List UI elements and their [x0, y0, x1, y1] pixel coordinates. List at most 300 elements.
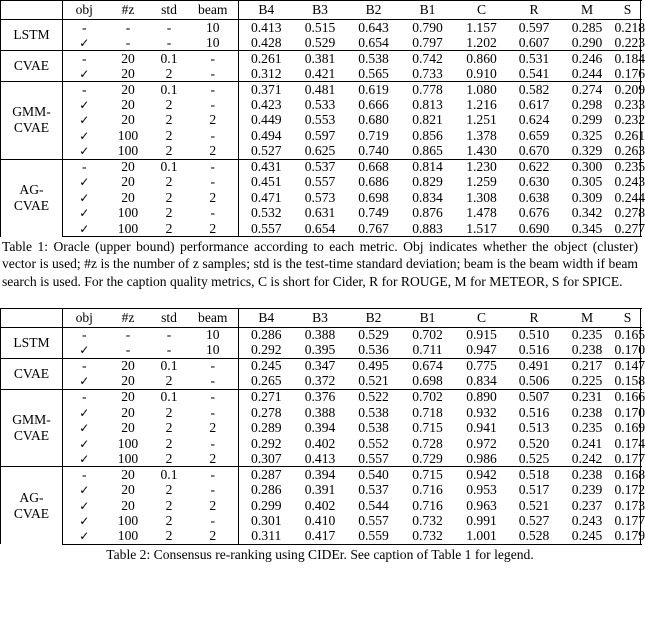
cell-m: 0.245	[560, 529, 615, 545]
cell-r: 0.597	[509, 20, 560, 36]
cell-b4: 0.311	[239, 529, 294, 545]
cell-r: 0.676	[518, 205, 550, 221]
cell-num-z: -	[106, 20, 151, 36]
cell-b4: 0.527	[239, 144, 294, 160]
cell-c: 0.941	[466, 420, 497, 436]
cell-r: 0.518	[509, 467, 560, 483]
table1-caption: Table 1: Oracle (upper bound) performance according to each metric. Obj indicates whether the object (cluster) vector is used; #z is the number of z samples; std is the test-time standard deviation; beam is the beam width if beam search is used. For the caption quality metrics, C is short for Cider, R for ROUGE, M for METEOR, S for SPICE.	[2, 239, 638, 289]
cell-b1: 0.797	[401, 35, 455, 51]
cell-c: 1.216	[466, 96, 497, 112]
cell-s: 0.244	[614, 189, 645, 205]
cell-obj: ✓	[79, 113, 90, 128]
table-row	[1, 20, 641, 36]
cell-std: 0.1	[151, 358, 188, 374]
cell-c: 0.972	[466, 435, 497, 451]
cell-std: 2	[165, 482, 173, 498]
cell-b1: 0.856	[412, 127, 443, 143]
table1-container	[0, 0, 645, 290]
cell-s: 0.166	[614, 389, 645, 405]
cell-b3: 0.381	[294, 51, 347, 67]
cell-beam: 2	[188, 529, 239, 545]
model-name-cell: LSTM	[1, 327, 63, 358]
cell-obj: ✓	[79, 514, 90, 529]
cell-b2: 0.557	[358, 513, 389, 529]
cell-beam: 2	[188, 113, 239, 129]
column-header-M: M	[560, 1, 615, 20]
cell-b2: 0.540	[347, 467, 401, 483]
cell-b3: 0.573	[304, 189, 336, 205]
cell-num-z: 20	[106, 358, 151, 374]
cell-std: 2	[165, 420, 173, 436]
cell-m: 0.298	[571, 96, 603, 112]
cell-b3: 0.391	[304, 482, 336, 498]
cell-beam: -	[188, 405, 239, 421]
cell-c: 1.230	[455, 159, 509, 175]
model-name-cell: CVAE	[1, 51, 63, 82]
cell-obj: ✓	[63, 374, 106, 390]
cell-num-z: 100	[117, 205, 139, 221]
cell-num-z: 20	[121, 174, 135, 190]
cell-b2: 0.536	[347, 343, 401, 359]
cell-s: 0.177	[614, 450, 645, 466]
cell-beam: 2	[188, 190, 239, 206]
column-header-B2: B2	[347, 308, 401, 327]
column-header-R: R	[509, 1, 560, 20]
cell-b2: 0.686	[358, 174, 389, 190]
cell-b3: 0.402	[304, 435, 336, 451]
cell-b2: 0.537	[358, 482, 389, 498]
cell-b1: 0.715	[412, 420, 443, 436]
cell-num-z: -	[106, 343, 151, 359]
cell-b4: 0.245	[239, 358, 294, 374]
cell-b4: 0.261	[239, 51, 294, 67]
cell-m: 0.243	[571, 513, 603, 529]
column-header-B4: B4	[239, 1, 294, 20]
cell-beam: -	[188, 97, 239, 113]
cell-obj: ✓	[63, 451, 106, 467]
table-row	[1, 529, 641, 545]
cell-b2: 0.495	[347, 358, 401, 374]
column-header-B4: B4	[239, 308, 294, 327]
table1-header-row	[1, 1, 641, 20]
cell-b3: 0.417	[294, 529, 347, 545]
cell-c: 1.202	[455, 35, 509, 51]
cell-std: 2	[165, 189, 173, 205]
cell-b3: 0.597	[304, 127, 336, 143]
cell-m: 0.299	[571, 112, 603, 128]
cell-m: 0.241	[571, 435, 603, 451]
cell-num-z: 100	[106, 451, 151, 467]
cell-std: 2	[165, 404, 173, 420]
cell-obj: ✓	[79, 97, 90, 112]
cell-b3: 0.402	[304, 497, 336, 513]
cell-obj: ✓	[63, 66, 106, 82]
cell-std: 2	[151, 144, 188, 160]
cell-c: 1.251	[466, 112, 497, 128]
column-header-M: M	[560, 308, 615, 327]
cell-b1: 0.821	[412, 112, 443, 128]
cell-r: 0.541	[509, 66, 560, 82]
cell-obj: ✓	[79, 405, 90, 420]
cell-m: 0.325	[571, 127, 603, 143]
cell-c: 0.947	[455, 343, 509, 359]
cell-r: 0.531	[509, 51, 560, 67]
table-row	[1, 482, 641, 498]
cell-num-z: 20	[106, 389, 151, 405]
cell-s: 0.278	[614, 205, 645, 221]
table-row	[1, 175, 641, 191]
cell-obj: ✓	[79, 128, 90, 143]
cell-m: 0.231	[560, 389, 615, 405]
table-row	[1, 451, 641, 467]
cell-b2: 0.565	[347, 66, 401, 82]
cell-beam: 10	[188, 327, 239, 343]
cell-s: 0.147	[614, 358, 645, 374]
header-corner	[1, 1, 63, 20]
cell-b3: 0.553	[304, 112, 336, 128]
cell-num-z: 20	[121, 420, 135, 436]
cell-b3: 0.515	[294, 20, 347, 36]
table-row	[1, 159, 641, 175]
cell-r: 0.510	[509, 327, 560, 343]
cell-b3: 0.388	[294, 327, 347, 343]
cell-num-z: 20	[121, 96, 135, 112]
cell-b4: 0.292	[239, 343, 294, 359]
cell-c: 0.775	[455, 358, 509, 374]
cell-std: -	[151, 343, 188, 359]
cell-s: 0.235	[614, 159, 645, 174]
table-row	[1, 420, 641, 436]
cell-c: 1.378	[466, 127, 497, 143]
cell-m: 0.242	[560, 451, 615, 467]
cell-b3: 0.533	[304, 96, 336, 112]
cell-r: 0.607	[509, 35, 560, 51]
cell-b4: 0.307	[239, 451, 294, 467]
cell-b1: 0.674	[401, 358, 455, 374]
header-corner	[1, 308, 63, 327]
column-header-B3: B3	[294, 1, 347, 20]
cell-r: 0.516	[518, 404, 550, 420]
cell-num-z: 20	[106, 374, 151, 390]
cell-beam: 2	[188, 144, 239, 160]
cell-b4: 0.278	[250, 404, 282, 420]
column-header-std: std	[151, 1, 188, 20]
cell-std: 0.1	[151, 82, 188, 98]
cell-m: 0.345	[560, 221, 615, 237]
cell-r: 0.516	[509, 343, 560, 359]
cell-c: 0.991	[466, 513, 497, 529]
column-header-B1: B1	[401, 308, 455, 327]
table-row	[1, 97, 641, 113]
column-header-num-z: #z	[106, 308, 151, 327]
table2-header-row	[1, 308, 641, 327]
cell-m: 0.235	[560, 327, 615, 343]
cell-b3: 0.376	[294, 389, 347, 405]
cell-b1: 0.715	[401, 467, 455, 483]
cell-obj: -	[63, 467, 106, 483]
cell-b1: 0.698	[401, 374, 455, 390]
cell-b1: 0.883	[401, 221, 455, 237]
cell-b1: 0.790	[401, 20, 455, 36]
table1	[0, 0, 645, 237]
cell-beam: 2	[188, 221, 239, 237]
cell-b1: 0.778	[401, 82, 455, 98]
cell-b3: 0.388	[304, 404, 336, 420]
cell-beam: -	[188, 482, 239, 498]
cell-obj: ✓	[63, 343, 106, 359]
cell-b4: 0.312	[239, 66, 294, 82]
cell-s: 0.209	[614, 81, 645, 97]
cell-c: 0.963	[466, 497, 497, 513]
cell-s: 0.218	[614, 19, 645, 35]
cell-b4: 0.286	[250, 482, 282, 498]
cell-s: 0.223	[614, 34, 645, 50]
cell-b4: 0.423	[250, 96, 282, 112]
cell-c: 0.942	[455, 467, 509, 483]
cell-b4: 0.286	[239, 327, 294, 343]
cell-s: 0.172	[614, 482, 645, 498]
cell-obj: -	[63, 327, 106, 343]
cell-beam: -	[188, 66, 239, 82]
cell-b2: 0.654	[347, 35, 401, 51]
column-header-beam: beam	[188, 308, 239, 327]
cell-c: 0.910	[455, 66, 509, 82]
column-header-S: S	[615, 1, 641, 20]
cell-s: 0.170	[614, 342, 645, 358]
cell-obj: ✓	[79, 206, 90, 221]
cell-beam: -	[188, 374, 239, 390]
cell-c: 0.953	[466, 482, 497, 498]
cell-num-z: 100	[106, 144, 151, 160]
cell-b2: 0.698	[358, 189, 389, 205]
cell-b2: 0.544	[358, 497, 389, 513]
cell-b3: 0.410	[304, 513, 336, 529]
cell-b1: 0.711	[401, 343, 455, 359]
cell-b1: 0.813	[412, 96, 443, 112]
cell-obj: ✓	[63, 529, 106, 545]
cell-c: 1.157	[455, 20, 509, 36]
cell-num-z: 100	[117, 435, 139, 451]
table1-body	[1, 19, 645, 237]
cell-b3: 0.394	[294, 467, 347, 483]
table-row	[1, 82, 641, 98]
cell-b4: 0.289	[250, 420, 282, 436]
cell-beam: -	[188, 128, 239, 144]
cell-b4: 0.265	[239, 374, 294, 390]
cell-b3: 0.537	[294, 159, 347, 175]
cell-s: 0.184	[614, 50, 645, 66]
column-header-S: S	[615, 308, 641, 327]
cell-b1: 0.729	[401, 451, 455, 467]
cell-b1: 0.865	[401, 144, 455, 160]
cell-obj: ✓	[79, 175, 90, 190]
cell-beam: -	[188, 175, 239, 191]
cell-std: 2	[165, 174, 173, 190]
cell-b1: 0.728	[412, 435, 443, 451]
cell-r: 0.520	[518, 435, 550, 451]
cell-m: 0.305	[571, 174, 603, 190]
cell-obj: -	[63, 159, 106, 175]
cell-num-z: -	[106, 35, 151, 51]
cell-b2: 0.557	[347, 451, 401, 467]
cell-beam: -	[188, 513, 239, 529]
cell-b3: 0.413	[294, 451, 347, 467]
cell-b4: 0.301	[250, 513, 282, 529]
table2	[0, 308, 645, 545]
table-row	[1, 66, 641, 82]
cell-num-z: 100	[117, 513, 139, 529]
column-header-B3: B3	[294, 308, 347, 327]
column-header-R: R	[509, 308, 560, 327]
cell-b1: 0.716	[412, 482, 443, 498]
cell-b4: 0.557	[239, 221, 294, 237]
cell-b3: 0.557	[304, 174, 336, 190]
cell-b2: 0.538	[347, 51, 401, 67]
table-row	[1, 206, 641, 222]
cell-beam: -	[188, 82, 239, 98]
cell-obj: ✓	[63, 221, 106, 237]
model-name-cell: AG- CVAE	[1, 159, 63, 237]
table-row	[1, 498, 641, 514]
model-name-cell: GMM- CVAE	[1, 389, 63, 467]
cell-c: 0.986	[455, 451, 509, 467]
cell-m: 0.238	[571, 404, 603, 420]
cell-r: 0.670	[509, 144, 560, 160]
cell-s: 0.165	[614, 327, 645, 343]
column-header-beam: beam	[188, 1, 239, 20]
cell-r: 0.582	[509, 82, 560, 98]
cell-std: 2	[165, 513, 173, 529]
cell-b1: 0.742	[401, 51, 455, 67]
cell-b2: 0.719	[358, 127, 389, 143]
table2-container	[0, 308, 645, 563]
cell-b4: 0.428	[239, 35, 294, 51]
cell-s: 0.179	[614, 528, 645, 544]
cell-b2: 0.680	[358, 112, 389, 128]
cell-b2: 0.749	[358, 205, 389, 221]
cell-num-z: 20	[106, 66, 151, 82]
cell-b2: 0.619	[347, 82, 401, 98]
cell-s: 0.168	[614, 466, 645, 482]
cell-r: 0.506	[509, 374, 560, 390]
cell-num-z: 20	[121, 189, 135, 205]
cell-b4: 0.287	[239, 467, 294, 483]
table-row	[1, 144, 641, 160]
cell-b3: 0.395	[294, 343, 347, 359]
cell-s: 0.177	[614, 513, 645, 529]
cell-c: 0.860	[455, 51, 509, 67]
cell-m: 0.238	[560, 343, 615, 359]
model-name-cell: AG- CVAE	[1, 467, 63, 545]
cell-b4: 0.471	[250, 189, 282, 205]
cell-std: 2	[165, 205, 173, 221]
cell-b1: 0.876	[412, 205, 443, 221]
cell-s: 0.169	[614, 420, 645, 436]
cell-m: 0.237	[571, 497, 603, 513]
cell-std: 2	[165, 127, 173, 143]
table-row	[1, 513, 641, 529]
cell-m: 0.239	[571, 482, 603, 498]
cell-beam: 10	[188, 343, 239, 359]
cell-b3: 0.347	[294, 358, 347, 374]
cell-num-z: 20	[121, 404, 135, 420]
cell-std: 2	[165, 112, 173, 128]
model-name-cell: GMM- CVAE	[1, 82, 63, 160]
cell-b1: 0.732	[401, 529, 455, 545]
column-header-C: C	[455, 308, 509, 327]
cell-beam: 2	[188, 498, 239, 514]
table-row	[1, 374, 641, 390]
cell-s: 0.174	[614, 435, 645, 451]
cell-b1: 0.814	[401, 159, 455, 175]
cell-r: 0.528	[509, 529, 560, 545]
cell-r: 0.513	[518, 420, 550, 436]
cell-s: 0.263	[614, 143, 645, 158]
cell-b1: 0.733	[401, 66, 455, 82]
cell-c: 1.259	[466, 174, 497, 190]
model-name-cell: CVAE	[1, 358, 63, 389]
table-row	[1, 128, 641, 144]
cell-std: 0.1	[151, 159, 188, 175]
cell-std: 2	[151, 529, 188, 545]
cell-beam: -	[188, 389, 239, 405]
cell-b2: 0.666	[358, 96, 389, 112]
table-row	[1, 35, 641, 51]
cell-c: 0.915	[455, 327, 509, 343]
table-row	[1, 221, 641, 237]
column-header-std: std	[151, 308, 188, 327]
cell-std: 2	[151, 221, 188, 237]
cell-c: 0.834	[455, 374, 509, 390]
cell-beam: 2	[188, 420, 239, 436]
cell-m: 0.342	[571, 205, 603, 221]
cell-beam: -	[188, 51, 239, 67]
cell-s: 0.176	[614, 65, 645, 81]
cell-obj: ✓	[79, 421, 90, 436]
cell-s: 0.173	[614, 497, 645, 513]
cell-b1: 0.829	[412, 174, 443, 190]
cell-r: 0.690	[509, 221, 560, 237]
cell-c: 0.932	[466, 404, 497, 420]
table-row	[1, 467, 641, 483]
cell-s: 0.243	[614, 174, 645, 190]
cell-std: 2	[165, 497, 173, 513]
cell-b3: 0.421	[294, 66, 347, 82]
table-row	[1, 405, 641, 421]
cell-b4: 0.292	[250, 435, 282, 451]
cell-b2: 0.538	[358, 404, 389, 420]
cell-std: 0.1	[151, 467, 188, 483]
cell-num-z: 100	[106, 529, 151, 545]
cell-r: 0.624	[518, 112, 550, 128]
cell-std: 2	[165, 435, 173, 451]
table-row	[1, 389, 641, 405]
cell-r: 0.617	[518, 96, 550, 112]
cell-num-z: 100	[106, 221, 151, 237]
cell-obj: -	[63, 358, 106, 374]
cell-r: 0.517	[518, 482, 550, 498]
cell-b2: 0.767	[347, 221, 401, 237]
table-row	[1, 327, 641, 343]
cell-b3: 0.372	[294, 374, 347, 390]
table-row	[1, 343, 641, 359]
cell-m: 0.309	[571, 189, 603, 205]
column-header-obj: obj	[63, 1, 106, 20]
cell-beam: 10	[188, 35, 239, 51]
cell-b2: 0.643	[347, 20, 401, 36]
cell-b2: 0.552	[358, 435, 389, 451]
cell-c: 1.517	[455, 221, 509, 237]
